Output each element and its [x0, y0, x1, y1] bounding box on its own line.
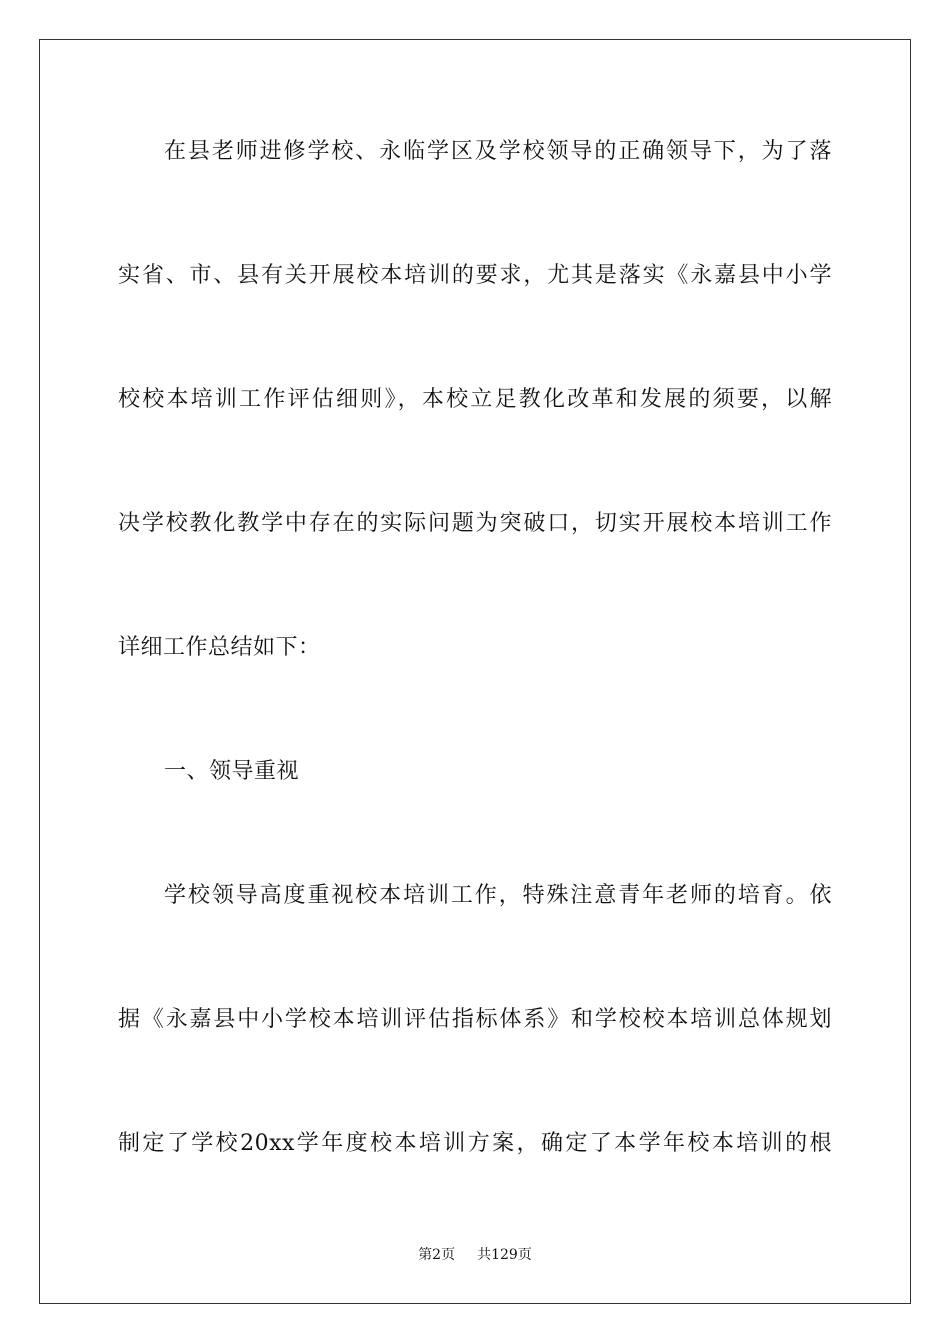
paragraph-line-8: 制定了学校20xx学年度校本培训方案，确定了本学年校本培训的根	[118, 1131, 832, 1156]
paragraph-line-4: 决学校教化教学中存在的实际问题为突破口，切实开展校本培训工作	[118, 511, 832, 536]
paragraph-line-7: 据《永嘉县中小学校本培训评估指标体系》和学校校本培训总体规划	[118, 1007, 832, 1032]
page-total: 共129页	[477, 1247, 532, 1263]
paragraph-line-1: 在县老师进修学校、永临学区及学校领导的正确领导下，为了落	[164, 139, 832, 164]
page-footer	[0, 1245, 950, 1265]
section-heading: 一、领导重视	[164, 759, 300, 784]
paragraph-line-2: 实省、市、县有关开展校本培训的要求，尤其是落实《永嘉县中小学	[118, 263, 832, 288]
paragraph-line-6: 学校领导高度重视校本培训工作，特殊注意青年老师的培育。依	[164, 883, 832, 908]
page-number: 第2页	[418, 1247, 456, 1263]
paragraph-line-5: 详细工作总结如下：	[118, 635, 321, 660]
page-border	[39, 39, 911, 1304]
paragraph-line-3: 校校本培训工作评估细则》，本校立足教化改革和发展的须要，以解	[118, 387, 832, 412]
